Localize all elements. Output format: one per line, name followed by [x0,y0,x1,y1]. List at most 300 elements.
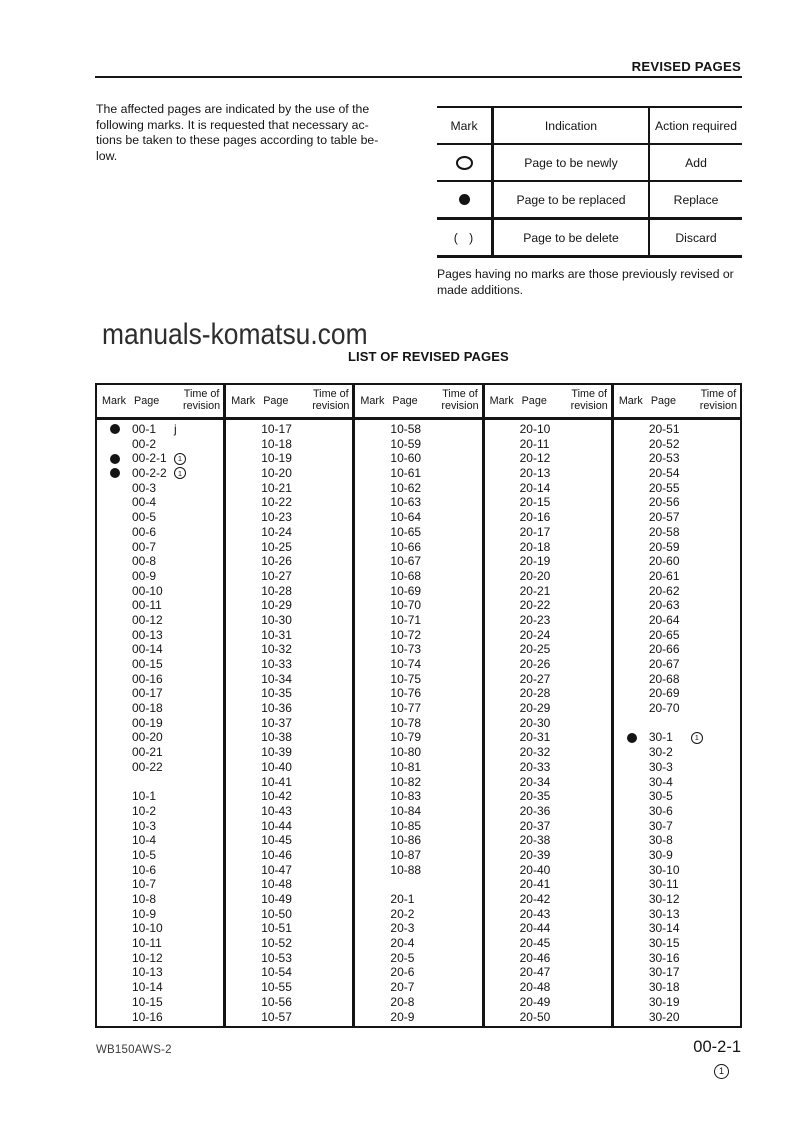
revised-page-row [226,672,352,687]
legend-header-action: Action required [655,118,737,133]
revised-page-row [355,819,481,834]
revised-page-row [226,554,352,569]
page-number: 10-85 [390,818,422,833]
revised-page-row [355,525,481,540]
page-number: 10-12 [132,950,163,965]
page-number: 10-29 [261,598,292,613]
blank-row [614,716,740,731]
page-number: 00-9 [132,568,157,583]
revised-page-row [226,657,352,672]
note-line: made additions. [437,282,524,297]
page-number: 00-4 [132,495,157,510]
revised-pages-column [97,420,226,1026]
page-number: 10-26 [261,554,292,569]
legend-indication: Page to be replaced [494,182,650,217]
page-number: 10-24 [261,524,292,539]
watermark-text: manuals-komatsu.com [102,318,368,351]
col-header-page: Page [263,395,289,407]
page-number: 30-10 [648,862,680,877]
page-number: 10-58 [390,422,422,436]
page-number: 30-1 [648,730,673,745]
intro-line: tions be taken to these pages according to table be- [96,133,379,148]
revision-mark [174,466,186,481]
page-number: 20-54 [648,466,680,481]
page-number: 10-27 [261,568,292,583]
page-number: 20-35 [519,789,551,804]
parentheses-mark: ( ) [453,230,475,245]
replaced-page-dot-icon [110,424,120,434]
legend-indication: Page to be newly [494,145,650,180]
page-number: 10-55 [261,980,292,995]
page-number: 10-23 [261,510,292,525]
revised-page-row [226,892,352,907]
revised-page-row [614,686,740,701]
revised-page-row [226,686,352,701]
page-number: 00-11 [132,598,162,613]
page-number: 10-78 [390,715,422,730]
revised-page-row [97,451,223,466]
page-number: 30-19 [648,994,680,1009]
revised-page-row [485,965,611,980]
revised-page-row [97,686,223,701]
page-number: 20-31 [519,730,551,745]
page-number: 20-63 [648,598,680,613]
blank-row [97,775,223,790]
revised-pages-column [485,420,614,1026]
revised-page-row [355,672,481,687]
page-number: 20-7 [390,980,415,995]
revised-page-row [355,613,481,628]
page-number: 00-1 [132,422,157,436]
revised-page-row [614,921,740,936]
page-number: 20-69 [648,686,680,701]
page-number: 20-26 [519,657,551,671]
revised-page-row [97,848,223,863]
revised-page-row [355,833,481,848]
page-number: 20-67 [648,657,680,671]
page-number: 20-20 [519,568,551,583]
revised-page-row [97,642,223,657]
page-number: 20-42 [519,892,551,906]
revised-page-row [485,437,611,452]
revised-page-row [485,716,611,731]
revised-page-row [485,1010,611,1025]
page-number: 10-88 [390,862,422,877]
revised-page-row [614,951,740,966]
page-number: 20-70 [648,701,680,716]
revised-page-row [485,863,611,878]
page-number: 30-12 [648,892,680,906]
page-number: 10-73 [390,642,422,657]
revised-page-row [485,628,611,643]
revised-page-row [226,569,352,584]
revised-page-row [614,569,740,584]
page-number: 00-17 [132,686,163,701]
legend-action: Add [685,155,707,170]
revised-page-row [614,437,740,452]
page-number: 20-10 [519,422,551,436]
page-number: 10-75 [390,671,422,686]
revised-page-row [614,510,740,525]
page-number: 30-20 [648,1009,680,1024]
page-number: 20-61 [648,568,680,583]
revised-page-row [226,510,352,525]
page-number: 10-84 [390,803,422,818]
col-header-mark: Mark [102,395,126,407]
page-number: 20-32 [519,745,551,760]
revised-page-row [355,716,481,731]
revised-page-row [226,540,352,555]
revised-page-row [485,833,611,848]
page-number: 20-56 [648,495,680,510]
revised-page-row [97,657,223,672]
page-number: 10-56 [261,994,292,1009]
page-number: 20-15 [519,495,551,510]
col-header-mark: Mark [360,395,385,407]
list-header-group [355,385,484,417]
revised-page-row [614,540,740,555]
revised-page-row [614,672,740,687]
revised-page-row [355,921,481,936]
note-line: Pages having no marks are those previously revised or [437,267,734,281]
revised-page-row [485,584,611,599]
revised-page-row [485,980,611,995]
page-number: 20-48 [519,980,551,995]
revised-page-row [97,701,223,716]
page-number: 20-6 [390,965,415,980]
page-number: 20-2 [390,906,415,921]
page-number: 00-7 [132,539,157,554]
revised-page-row [614,833,740,848]
revised-page-row [614,804,740,819]
revised-page-row [97,510,223,525]
page-number: 20-9 [390,1009,415,1024]
revised-page-row [355,936,481,951]
page-number: 20-24 [519,627,551,642]
page-number: 10-20 [261,466,292,481]
page-number: 20-37 [519,818,551,833]
page-number: 10-10 [132,921,163,936]
revised-page-row [485,481,611,496]
revised-page-row [485,951,611,966]
revised-page-row [355,540,481,555]
page-number: 20-21 [519,583,551,598]
page-number: 10-69 [390,583,422,598]
circled-1-icon: 1 [174,467,186,479]
page-number: 00-19 [132,715,163,730]
page-number: 10-32 [261,642,292,657]
page-number: 10-4 [132,833,157,848]
intro-line: low. [96,148,118,163]
page-number: 00-2 [132,436,157,451]
revised-page-row [614,701,740,716]
page-number: 20-25 [519,642,551,657]
page-number: 10-59 [390,436,422,451]
page-number: 10-33 [261,657,292,671]
page-number: 20-62 [648,583,680,598]
revised-page-row [485,569,611,584]
revised-page-row [97,980,223,995]
page-number: 10-60 [390,451,422,466]
revised-page-row [485,510,611,525]
revised-page-row [97,525,223,540]
model-number: WB150AWS-2 [96,1044,172,1056]
page-number: 10-1 [132,789,157,804]
page-number: 20-13 [519,466,551,481]
page-number: 10-35 [261,686,292,701]
page-number: 20-52 [648,436,680,451]
page-number: 00-21 [132,745,163,760]
page-number: 10-42 [261,789,292,804]
revised-page-row [226,980,352,995]
revised-page-row [226,833,352,848]
list-header-row [97,385,740,420]
open-circle-icon [456,156,473,170]
revised-page-row [97,921,223,936]
revised-page-row [485,921,611,936]
page-number: 20-30 [519,715,551,730]
revised-page-row [226,760,352,775]
page-number: 20-34 [519,774,551,789]
page-number: 20-14 [519,480,551,495]
revised-page-row [485,554,611,569]
footer-revision-mark [714,1061,729,1079]
page-number: 20-3 [390,921,415,936]
page-number: 00-2-2 [132,466,167,481]
revised-page-row [97,819,223,834]
revised-page-row [97,1010,223,1025]
page-number: 20-4 [390,936,415,951]
list-header-group [226,385,355,417]
page-number: 10-57 [261,1009,292,1024]
page-number: 20-49 [519,994,551,1009]
page-number: 20-18 [519,539,551,554]
page-title: REVISED PAGES [631,59,741,74]
revised-pages-column [614,420,740,1026]
revised-pages-body [97,420,740,1026]
revised-page-row [355,495,481,510]
list-header-group [97,385,226,417]
page-number: 10-2 [132,803,157,818]
page-number: 20-50 [519,1009,551,1024]
page-number: 10-38 [261,730,292,745]
revised-page-row [485,730,611,745]
list-of-revised-pages-title: LIST OF REVISED PAGES [348,349,509,364]
page-number: 10-5 [132,847,157,862]
revised-page-row [485,466,611,481]
col-header-mark: Mark [618,395,643,407]
page-number: 10-62 [390,480,422,495]
revised-page-row [97,745,223,760]
page-number: 20-55 [648,480,680,495]
page-number: 10-36 [261,701,292,716]
page-number: 10-13 [132,965,163,980]
page-number: 10-63 [390,495,422,510]
page-number: 20-36 [519,803,551,818]
revised-page-row [614,819,740,834]
revised-page-row [226,995,352,1010]
revised-page-row [226,451,352,466]
page-number: 30-9 [648,847,673,862]
revised-page-row [97,672,223,687]
col-header-revision: Time of revision [699,388,738,412]
page-number: 10-71 [390,612,422,627]
col-header-page: Page [392,395,418,407]
revised-page-row [226,701,352,716]
page-number: 20-39 [519,847,551,862]
revised-page-row [614,789,740,804]
replaced-page-dot-icon [627,733,637,743]
page-number: 20-53 [648,451,680,466]
revised-page-row [97,907,223,922]
revised-page-row [355,760,481,775]
revised-page-row [226,863,352,878]
revised-page-row [355,510,481,525]
revised-page-row [614,863,740,878]
page-number: 10-65 [390,524,422,539]
revised-page-row [226,877,352,892]
page-number: 10-31 [261,627,292,642]
col-header-page: Page [650,395,677,407]
revised-page-row [614,980,740,995]
revised-page-row [614,730,740,745]
page-number: 00-5 [132,510,157,525]
page-number: 00-3 [132,480,157,495]
revision-mark [691,730,703,745]
revised-page-row [97,481,223,496]
revised-page-row [97,804,223,819]
page-number: 00-20 [132,730,163,745]
revised-page-row [97,628,223,643]
revised-page-row [355,951,481,966]
page-number: 20-57 [648,510,680,525]
page-number: 20-11 [519,436,550,451]
revised-page-row [226,466,352,481]
page-number: 10-79 [390,730,422,745]
revised-page-row [97,936,223,951]
page-number: 30-17 [648,965,680,980]
revised-page-row [485,540,611,555]
revised-page-row [226,965,352,980]
header-rule [95,76,742,78]
legend-header-mark: Mark [437,108,494,143]
page-number: 30-6 [648,803,673,818]
page-number: 10-6 [132,862,157,877]
page-number: 10-39 [261,745,292,760]
revised-page-row [485,642,611,657]
revised-page-row [485,760,611,775]
revised-page-row [485,848,611,863]
revised-pages-column [355,420,484,1026]
revised-page-row [614,642,740,657]
revised-page-row [614,495,740,510]
page-number: 10-86 [390,833,422,848]
revised-page-row [355,745,481,760]
revised-page-row [614,481,740,496]
page-number: 20-43 [519,906,551,921]
revised-page-row [97,951,223,966]
page-number: 10-64 [390,510,422,525]
revised-page-row [485,657,611,672]
page-number: 00-18 [132,701,163,716]
revised-page-row [97,613,223,628]
replaced-page-dot-icon [110,454,120,464]
page-number: 10-50 [261,906,292,921]
page-number: 00-13 [132,627,163,642]
page-number: 20-44 [519,921,551,936]
intro-line: following marks. It is requested that necessary ac- [96,117,369,132]
revision-mark [174,451,186,466]
revised-page-row [226,584,352,599]
revised-page-row [614,907,740,922]
revised-page-row [485,775,611,790]
page-number: 20-68 [648,671,680,686]
page-number: 10-53 [261,950,292,965]
page-number: 00-8 [132,554,157,569]
page-number: 20-1 [390,892,415,906]
page-number: 10-54 [261,965,292,980]
revised-page-row [355,569,481,584]
page-number: 30-15 [648,936,680,951]
revised-page-row [226,804,352,819]
page-number: 30-16 [648,950,680,965]
revised-page-row [355,481,481,496]
page-number: 00-16 [132,671,163,686]
marks-legend-table [437,106,742,258]
page-number: 10-44 [261,818,292,833]
legend-row-add [437,145,742,182]
revised-page-row [355,422,481,437]
revised-page-row [614,598,740,613]
revision-mark: j [174,422,177,436]
revised-page-row [226,525,352,540]
page-number: 10-80 [390,745,422,760]
page-number: 10-72 [390,627,422,642]
revised-page-row [355,848,481,863]
legend-note [437,267,747,298]
revised-page-row [485,936,611,951]
revised-page-row [97,437,223,452]
revised-page-row [485,495,611,510]
page-number: 10-52 [261,936,292,951]
revised-page-row [97,789,223,804]
revised-page-row [485,819,611,834]
revised-page-row [355,554,481,569]
page-number: 10-7 [132,877,157,892]
page-number: 00-6 [132,524,157,539]
revised-page-row [355,730,481,745]
page-number: 10-77 [390,701,422,716]
circled-1-icon: 1 [691,732,703,744]
page-number: 20-45 [519,936,551,951]
page-number: 10-76 [390,686,422,701]
page-number: 10-19 [261,451,292,466]
revised-page-row [97,569,223,584]
revised-page-row [355,775,481,790]
revised-page-row [614,775,740,790]
revised-page-row [97,422,223,437]
revised-page-row [614,1010,740,1025]
revised-page-row [485,789,611,804]
page-number: 10-49 [261,892,292,906]
page-number: 20-46 [519,950,551,965]
page-number: 30-13 [648,906,680,921]
page-number: 20-41 [519,877,551,892]
page-number: 10-82 [390,774,422,789]
page-number: 10-28 [261,583,292,598]
page-number: 10-41 [261,774,292,789]
page-number: 30-14 [648,921,680,936]
